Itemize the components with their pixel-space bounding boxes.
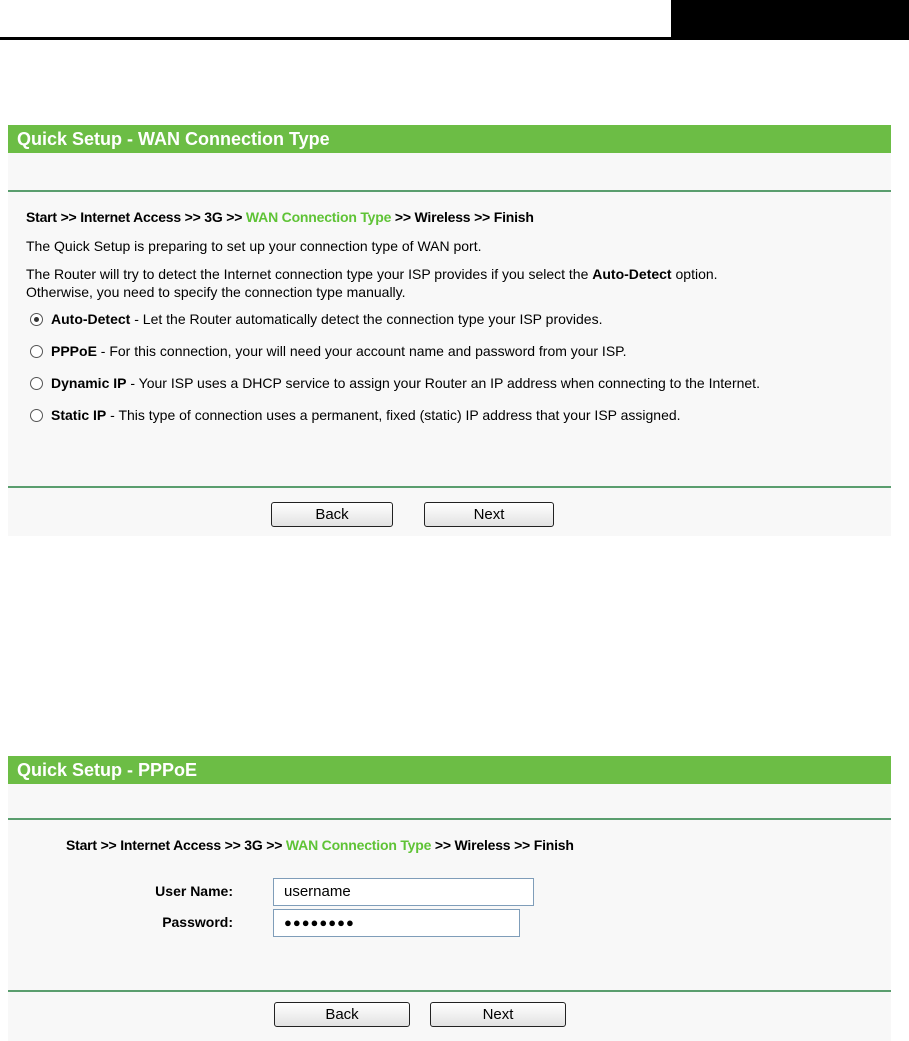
radio-auto-detect[interactable] xyxy=(30,313,43,326)
back-button[interactable]: Back xyxy=(274,1002,410,1027)
radio-static-ip[interactable] xyxy=(30,409,43,422)
option-label: Dynamic IP xyxy=(51,375,127,391)
pppoe-panel xyxy=(8,756,891,1041)
bottom-rule xyxy=(8,990,891,992)
wan-connection-type-panel xyxy=(8,125,891,536)
page-header xyxy=(0,0,909,42)
breadcrumb-end: >> Wireless >> Finish xyxy=(431,837,574,853)
option-auto-detect[interactable] xyxy=(30,310,602,328)
breadcrumb-active: WAN Connection Type xyxy=(245,209,392,225)
option-desc: - Your ISP uses a DHCP service to assign your Router an IP address when connecting to the Internet. xyxy=(126,375,760,391)
option-label: Auto-Detect xyxy=(51,311,131,327)
back-button[interactable]: Back xyxy=(271,502,393,527)
detect-manual-text: Otherwise, you need to specify the connection type manually. xyxy=(26,284,406,300)
top-rule xyxy=(8,190,891,192)
panel-body xyxy=(8,784,891,1041)
radio-dynamic-ip[interactable] xyxy=(30,377,43,390)
password-label: Password: xyxy=(162,914,233,930)
header-block xyxy=(671,0,909,40)
panel-body xyxy=(8,153,891,536)
detect-text-end: option. xyxy=(671,266,718,282)
option-dynamic-ip[interactable] xyxy=(30,374,760,392)
detect-description xyxy=(26,265,886,301)
breadcrumb-active: WAN Connection Type xyxy=(285,837,432,853)
breadcrumb-start: Start >> Internet Access >> 3G >> xyxy=(26,209,246,225)
option-desc: - Let the Router automatically detect the connection type your ISP provides. xyxy=(130,311,603,327)
option-label: Static IP xyxy=(51,407,107,423)
option-static-ip[interactable] xyxy=(30,406,681,424)
breadcrumb xyxy=(26,209,534,225)
bottom-rule xyxy=(8,486,891,488)
panel-title: Quick Setup - WAN Connection Type xyxy=(8,125,891,153)
radio-pppoe[interactable] xyxy=(30,345,43,358)
breadcrumb-start: Start >> Internet Access >> 3G >> xyxy=(66,837,286,853)
option-label: PPPoE xyxy=(51,343,97,359)
panel-title: Quick Setup - PPPoE xyxy=(8,756,891,784)
breadcrumb-end: >> Wireless >> Finish xyxy=(391,209,534,225)
top-rule xyxy=(8,818,891,820)
username-label: User Name: xyxy=(155,883,233,899)
option-pppoe[interactable] xyxy=(30,342,627,360)
intro-text: The Quick Setup is preparing to set up your connection type of WAN port. xyxy=(26,238,482,254)
option-desc: - For this connection, your will need your account name and password from your ISP. xyxy=(96,343,627,359)
breadcrumb xyxy=(66,837,574,853)
next-button[interactable]: Next xyxy=(430,1002,566,1027)
option-desc: - This type of connection uses a permanent, fixed (static) IP address that your ISP assigned. xyxy=(106,407,681,423)
detect-bold: Auto-Detect xyxy=(592,266,672,282)
password-input[interactable]: ●●●●●●●● xyxy=(273,909,520,937)
next-button[interactable]: Next xyxy=(424,502,554,527)
detect-text: The Router will try to detect the Internet connection type your ISP provides if you select the xyxy=(26,266,593,282)
username-input[interactable]: username xyxy=(273,878,534,906)
